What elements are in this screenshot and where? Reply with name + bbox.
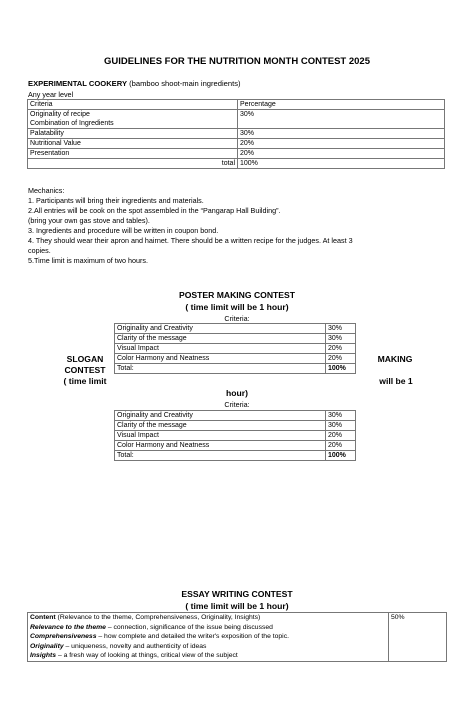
slogan-right-top: MAKING xyxy=(377,354,413,364)
mechanics-line: (bring your own gas stove and tables). xyxy=(28,216,150,225)
essay-content-label: Content xyxy=(30,614,56,621)
criteria-cell: Visual Impact xyxy=(115,344,326,354)
essay-subtitle: ( time limit will be 1 hour) xyxy=(185,601,289,611)
table-row xyxy=(115,421,356,431)
essay-item xyxy=(30,642,386,652)
essay-content-detail: (Relevance to the theme, Comprehensiveness, Originality, Insights) xyxy=(55,614,261,621)
table-total-row xyxy=(115,364,356,374)
essay-item xyxy=(30,623,386,633)
pct-cell: 20% xyxy=(238,149,445,159)
cookery-level: Any year level xyxy=(28,90,74,99)
mechanics-line: 3. Ingredients and procedure will be written in coupon bond. xyxy=(28,226,219,235)
cookery-table xyxy=(27,99,445,169)
slogan-left-line: ( time limit xyxy=(63,376,107,386)
essay-desc: – uniqueness, novelty and authenticity of ideas xyxy=(63,642,207,650)
essay-desc: – a fresh way of looking at things, critical view of the subject xyxy=(56,652,238,660)
table-row xyxy=(115,344,356,354)
pct-cell: 30% xyxy=(326,334,356,344)
essay-item xyxy=(30,632,386,642)
essay-term: Insights xyxy=(30,652,57,660)
essay-term: Comprehensiveness xyxy=(30,633,97,641)
table-total-row xyxy=(115,451,356,461)
essay-title: ESSAY WRITING CONTEST xyxy=(181,589,293,599)
criteria-text: Originality of recipe xyxy=(30,111,90,118)
total-value: 100% xyxy=(238,159,445,169)
criteria-cell: Clarity of the message xyxy=(115,334,326,344)
cookery-subheading: (bamboo shoot-main ingredients) xyxy=(127,79,241,88)
criteria-cell: Presentation xyxy=(28,149,238,159)
mechanics-label: Mechanics: xyxy=(28,186,65,195)
table-row xyxy=(115,441,356,451)
table-row xyxy=(115,324,356,334)
criteria-cell: Color Harmony and Neatness xyxy=(115,441,326,451)
slogan-table xyxy=(114,410,356,461)
table-header-row xyxy=(28,100,445,110)
table-row xyxy=(28,139,445,149)
pct-cell: 30% xyxy=(326,411,356,421)
table-row xyxy=(28,129,445,139)
essay-item xyxy=(30,651,386,661)
slogan-left-line: CONTEST xyxy=(64,365,106,375)
mechanics-line: 5.Time limit is maximum of two hours. xyxy=(28,256,148,265)
pct-cell: 20% xyxy=(326,441,356,451)
criteria-cell: Nutritional Value xyxy=(28,139,238,149)
slogan-hour: hour) xyxy=(226,388,248,398)
pct-cell: 20% xyxy=(326,431,356,441)
page-title: GUIDELINES FOR THE NUTRITION MONTH CONTEST 2025 xyxy=(103,56,371,67)
slogan-left-text xyxy=(50,354,120,387)
essay-term: Originality xyxy=(30,642,64,650)
cookery-heading-line xyxy=(28,79,241,89)
criteria-cell: Originality and Creativity xyxy=(115,324,326,334)
mechanics-block xyxy=(28,186,448,266)
total-label: Total: xyxy=(115,364,326,374)
total-label: Total: xyxy=(115,451,326,461)
criteria-cell xyxy=(28,110,238,129)
slogan-criteria-label: Criteria: xyxy=(224,400,250,409)
criteria-cell: Color Harmony and Neatness xyxy=(115,354,326,364)
table-row xyxy=(28,110,445,129)
pct-cell: 30% xyxy=(238,110,445,129)
table-total-row xyxy=(28,159,445,169)
header-percentage: Percentage xyxy=(238,100,445,110)
poster-subtitle: ( time limit will be 1 hour) xyxy=(185,302,289,312)
criteria-cell: Originality and Creativity xyxy=(115,411,326,421)
slogan-right-bottom: will be 1 xyxy=(379,376,413,386)
mechanics-line: 1. Participants will bring their ingredients and materials. xyxy=(28,196,204,205)
pct-cell: 30% xyxy=(326,421,356,431)
pct-cell: 30% xyxy=(238,129,445,139)
table-row xyxy=(28,149,445,159)
criteria-cell: Visual Impact xyxy=(115,431,326,441)
criteria-cell: Palatability xyxy=(28,129,238,139)
essay-criteria-cell xyxy=(28,613,389,662)
total-value: 100% xyxy=(326,364,356,374)
essay-desc: – connection, significance of the issue being discussed xyxy=(105,623,273,631)
poster-criteria-label: Criteria: xyxy=(224,314,250,323)
essay-term: Relevance to the theme xyxy=(30,623,106,631)
essay-pct-cell: 50% xyxy=(389,613,447,662)
essay-content-line xyxy=(30,613,386,623)
mechanics-line: copies. xyxy=(28,246,51,255)
criteria-text: Combination of Ingredients xyxy=(30,120,114,127)
mechanics-line: 4. They should wear their apron and hairnet. There should be a written recipe for the judges. At least 3 xyxy=(28,236,353,245)
pct-cell: 20% xyxy=(238,139,445,149)
total-value: 100% xyxy=(326,451,356,461)
table-row xyxy=(115,354,356,364)
pct-cell: 20% xyxy=(326,344,356,354)
table-row xyxy=(115,411,356,421)
slogan-left-line: SLOGAN xyxy=(66,354,104,364)
total-label: total xyxy=(28,159,238,169)
poster-table xyxy=(114,323,356,374)
cookery-heading: EXPERIMENTAL COOKERY xyxy=(28,79,128,88)
table-row xyxy=(28,613,447,662)
mechanics-line: 2.All entries will be cook on the spot assembled in the “Pangarap Hall Building”. xyxy=(28,206,281,215)
criteria-cell: Clarity of the message xyxy=(115,421,326,431)
pct-cell: 30% xyxy=(326,324,356,334)
poster-title: POSTER MAKING CONTEST xyxy=(178,290,296,300)
essay-table xyxy=(27,612,447,662)
header-criteria: Criteria xyxy=(28,100,238,110)
pct-cell: 20% xyxy=(326,354,356,364)
table-row xyxy=(115,431,356,441)
essay-desc: – how complete and detailed the writer's exposition of the topic. xyxy=(96,633,289,641)
table-row xyxy=(115,334,356,344)
